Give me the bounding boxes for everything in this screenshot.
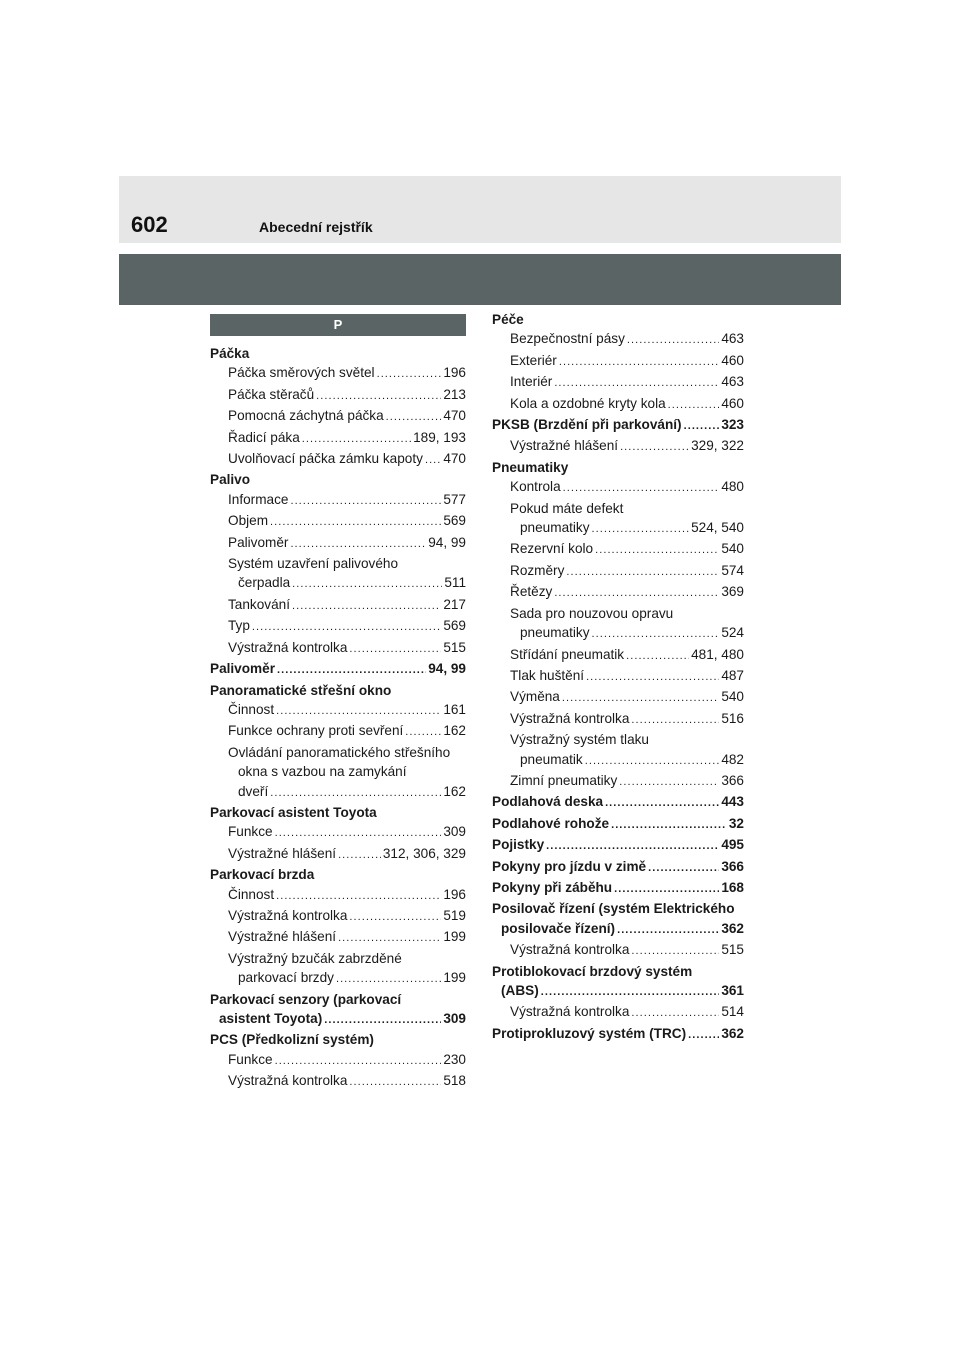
- dot-leader: [595, 539, 719, 560]
- index-subentry: [210, 1050, 466, 1071]
- index-subentry: [492, 394, 744, 415]
- index-subentry: [210, 385, 466, 406]
- entry-text: Protiblokovací brzdový systém: [492, 963, 693, 979]
- page-ref: 463: [721, 331, 744, 347]
- entry-text: Pneumatiky: [492, 459, 569, 475]
- page-ref: 94, 99: [428, 534, 466, 550]
- entry-text: Výstražná kontrolka: [228, 1073, 348, 1089]
- entry-text: Rozměry: [510, 562, 565, 578]
- page-ref: 515: [443, 639, 466, 655]
- index-subentry: [210, 490, 466, 511]
- page-number: 602: [131, 212, 168, 237]
- entry-text: Páčka směrových světel: [228, 365, 375, 381]
- dot-leader: [405, 721, 441, 742]
- header-band: [119, 254, 841, 305]
- page-ref: 312, 306, 329: [382, 845, 466, 861]
- dot-leader: [377, 363, 442, 384]
- page-header: [119, 176, 841, 243]
- index-subentry: [210, 844, 466, 865]
- page-ref: 524, 540: [691, 520, 744, 536]
- entry-text: Rezervní kolo: [510, 541, 594, 557]
- page-ref: 196: [443, 365, 466, 381]
- dot-leader: [252, 616, 441, 637]
- index-entry: [210, 659, 466, 680]
- entry-text: pneumatiky: [520, 625, 590, 641]
- dot-leader: [562, 687, 719, 708]
- index-entry: [492, 792, 744, 813]
- index-subentry: [210, 595, 466, 616]
- index-entry: [492, 814, 744, 835]
- index-subentry: [492, 518, 744, 539]
- page-ref: 482: [721, 751, 744, 767]
- dot-leader: [270, 511, 441, 532]
- dot-leader: [349, 638, 441, 659]
- dot-leader: [338, 927, 441, 948]
- index-subentry: [492, 750, 744, 771]
- index-entry: [210, 681, 466, 700]
- page-ref: 230: [443, 1051, 466, 1067]
- dot-leader: [349, 1071, 441, 1092]
- dot-leader: [592, 518, 690, 539]
- entry-text: Výstražná kontrolka: [228, 639, 348, 655]
- index-subentry: [492, 351, 744, 372]
- page-ref: 511: [444, 575, 466, 591]
- index-subentry: [210, 743, 466, 762]
- dot-leader: [563, 477, 720, 498]
- index-subentry: [492, 561, 744, 582]
- entry-text: Objem: [228, 513, 269, 529]
- dot-leader: [684, 415, 720, 436]
- index-entry: [492, 919, 744, 940]
- index-subentry: [210, 638, 466, 659]
- entry-text: Páčka: [210, 346, 250, 361]
- dot-leader: [668, 394, 720, 415]
- entry-text: Výstražný bzučák zabrzděné: [228, 950, 402, 966]
- dot-leader: [290, 490, 441, 511]
- entry-text: Funkce: [228, 1051, 273, 1067]
- dot-leader: [688, 1024, 719, 1045]
- dot-leader: [270, 782, 441, 803]
- index-subentry: [492, 372, 744, 393]
- dot-leader: [585, 750, 720, 771]
- index-subentry: [210, 885, 466, 906]
- page-ref: 540: [721, 541, 744, 557]
- dot-leader: [277, 659, 426, 680]
- entry-text: asistent Toyota): [219, 1011, 323, 1026]
- index-entry: [492, 899, 744, 918]
- entry-text: Řetězy: [510, 584, 553, 600]
- entry-text: Funkce: [228, 824, 273, 840]
- dot-leader: [316, 385, 441, 406]
- page-ref: 569: [443, 513, 466, 529]
- index-entry: [492, 857, 744, 878]
- entry-text: Výstražná kontrolka: [510, 942, 630, 958]
- page-ref: 480: [721, 479, 744, 495]
- dot-leader: [626, 645, 689, 666]
- entry-text: Posilovač řízení (systém Elektrického: [492, 901, 735, 917]
- page-ref: 524: [721, 625, 744, 641]
- entry-text: Výměna: [510, 689, 560, 705]
- page-ref: 515: [721, 942, 744, 958]
- index-subentry: [492, 477, 744, 498]
- entry-text: parkovací brzdy: [238, 970, 334, 986]
- page-ref: 213: [443, 386, 466, 402]
- dot-leader: [546, 835, 719, 856]
- entry-text: pneumatiky: [520, 520, 590, 536]
- entry-text: dveří: [238, 783, 269, 799]
- index-entry: [492, 415, 744, 436]
- entry-text: čerpadla: [238, 575, 291, 591]
- page-ref: 569: [443, 618, 466, 634]
- index-list-right: [492, 310, 744, 1045]
- index-subentry: [492, 582, 744, 603]
- entry-text: Zimní pneumatiky: [510, 772, 618, 788]
- index-entry: [492, 458, 744, 477]
- page-ref: 161: [443, 701, 466, 717]
- page-ref: 309: [443, 824, 466, 840]
- page-ref: 516: [721, 710, 744, 726]
- dot-leader: [619, 771, 719, 792]
- page-ref: 470: [443, 451, 466, 467]
- index-subentry: [210, 822, 466, 843]
- dot-leader: [302, 428, 411, 449]
- index-subentry: [210, 968, 466, 989]
- index-entry: [492, 835, 744, 856]
- entry-text: Výstražná kontrolka: [510, 710, 630, 726]
- index-subentry: [210, 1071, 466, 1092]
- index-entry: [210, 470, 466, 489]
- dot-leader: [290, 533, 426, 554]
- index-subentry: [210, 906, 466, 927]
- entry-text: Ovládání panoramatického střešního: [228, 744, 451, 760]
- index-entry: [210, 344, 466, 363]
- entry-text: Parkovací brzda: [210, 867, 315, 883]
- index-subentry: [492, 687, 744, 708]
- page-ref: 495: [721, 837, 744, 853]
- entry-text: PCS (Předkolizní systém): [210, 1032, 374, 1048]
- index-subentry: [492, 623, 744, 644]
- page-ref: 460: [721, 395, 744, 411]
- page-ref: 362: [721, 920, 744, 936]
- dot-leader: [631, 709, 719, 730]
- page-ref: 162: [443, 783, 466, 799]
- index-subentry: [492, 666, 744, 687]
- index-subentry: [210, 700, 466, 721]
- entry-text: Výstražné hlášení: [228, 845, 337, 861]
- entry-text: Palivoměr: [210, 661, 275, 677]
- page-ref: 189, 193: [413, 429, 466, 445]
- page-ref: 199: [443, 970, 466, 986]
- dot-leader: [275, 822, 442, 843]
- page-ref: 366: [721, 772, 744, 788]
- index-subentry: [492, 645, 744, 666]
- entry-text: Výstražné hlášení: [228, 929, 337, 945]
- entry-text: Střídání pneumatik: [510, 646, 625, 662]
- index-subentry: [492, 436, 744, 457]
- index-subentry: [210, 949, 466, 968]
- index-subentry: [492, 604, 744, 623]
- page-ref: 463: [721, 374, 744, 390]
- entry-text: posilovače řízení): [501, 920, 616, 936]
- dot-leader: [627, 329, 719, 350]
- entry-text: Výstražný systém tlaku: [510, 732, 649, 748]
- entry-text: PKSB (Brzdění při parkování): [492, 417, 682, 433]
- dot-leader: [275, 1050, 442, 1071]
- page-ref: 362: [721, 1025, 744, 1041]
- entry-text: Výstražná kontrolka: [228, 907, 348, 923]
- index-subentry: [210, 511, 466, 532]
- entry-text: Péče: [492, 312, 524, 327]
- index-subentry: [210, 721, 466, 742]
- page-ref: 32: [728, 815, 744, 831]
- index-subentry: [492, 940, 744, 961]
- index-subentry: [492, 709, 744, 730]
- dot-leader: [336, 968, 441, 989]
- dot-leader: [292, 595, 441, 616]
- page-ref: 577: [443, 491, 466, 507]
- dot-leader: [425, 449, 441, 470]
- entry-text: Palivoměr: [228, 534, 289, 550]
- index-column-right: [492, 310, 744, 1045]
- entry-text: Bezpečnostní pásy: [510, 331, 625, 347]
- entry-text: Kola a ozdobné kryty kola: [510, 395, 666, 411]
- entry-text: Řadicí páka: [228, 429, 300, 445]
- dot-leader: [276, 885, 441, 906]
- index-subentry: [210, 927, 466, 948]
- entry-text: Protiprokluzový systém (TRC): [492, 1025, 687, 1041]
- entry-text: Funkce ochrany proti sevření: [228, 723, 404, 739]
- index-subentry: [492, 329, 744, 350]
- entry-text: Výstražná kontrolka: [510, 1004, 630, 1020]
- entry-text: Podlahové rohože: [492, 815, 610, 831]
- dot-leader: [631, 1002, 719, 1023]
- index-subentry: [210, 573, 466, 594]
- section-letter: P: [210, 314, 466, 336]
- page-ref: 519: [443, 907, 466, 923]
- entry-text: Panoramatické střešní okno: [210, 682, 392, 698]
- dot-leader: [592, 623, 720, 644]
- entry-text: Pojistky: [492, 837, 545, 853]
- entry-text: Činnost: [228, 886, 275, 902]
- page-ref: 94, 99: [428, 661, 466, 677]
- index-subentry: [210, 363, 466, 384]
- index-entry: [210, 1009, 466, 1030]
- index-column-left: [210, 314, 466, 1093]
- index-entry: [492, 310, 744, 329]
- entry-text: Interiér: [510, 374, 553, 390]
- index-list-left: [210, 344, 466, 1093]
- dot-leader: [614, 878, 719, 899]
- entry-text: Tlak huštění: [510, 667, 585, 683]
- entry-text: Kontrola: [510, 479, 561, 495]
- entry-text: Činnost: [228, 701, 275, 717]
- index-subentry: [492, 499, 744, 518]
- dot-leader: [620, 436, 689, 457]
- index-subentry: [210, 762, 466, 781]
- entry-text: Páčka stěračů: [228, 386, 315, 402]
- page-ref: 329, 322: [691, 438, 744, 454]
- entry-text: Typ: [228, 618, 250, 634]
- entry-text: Podlahová deska: [492, 794, 604, 810]
- entry-text: okna s vazbou na zamykání: [238, 764, 407, 780]
- dot-leader: [541, 981, 720, 1002]
- page-ref: 518: [443, 1073, 466, 1089]
- entry-text: Pokyny pro jízdu v zimě: [492, 858, 647, 874]
- dot-leader: [324, 1009, 441, 1030]
- page-ref: 168: [721, 879, 744, 895]
- entry-text: Uvolňovací páčka zámku kapoty: [228, 451, 423, 467]
- page-ref: 460: [721, 352, 744, 368]
- page-ref: 309: [443, 1011, 466, 1026]
- entry-text: pneumatik: [520, 751, 583, 767]
- page-ref: 481, 480: [691, 646, 744, 662]
- entry-text: Pokyny při záběhu: [492, 879, 613, 895]
- page-ref: 199: [443, 929, 466, 945]
- dot-leader: [338, 844, 381, 865]
- dot-leader: [586, 666, 719, 687]
- page-ref: 540: [721, 689, 744, 705]
- page-ref: 366: [721, 858, 744, 874]
- index-subentry: [210, 428, 466, 449]
- entry-text: Výstražné hlášení: [510, 438, 619, 454]
- page-ref: 574: [721, 562, 744, 578]
- entry-text: Pomocná záchytná páčka: [228, 408, 384, 424]
- entry-text: Pokud máte defekt: [510, 500, 624, 516]
- dot-leader: [554, 372, 719, 393]
- page-ref: 470: [443, 408, 466, 424]
- dot-leader: [554, 582, 719, 603]
- page-ref: 514: [721, 1004, 744, 1020]
- page-ref: 369: [721, 584, 744, 600]
- page-ref: 487: [721, 667, 744, 683]
- entry-text: Systém uzavření palivového: [228, 556, 399, 572]
- dot-leader: [605, 792, 719, 813]
- dot-leader: [566, 561, 719, 582]
- dot-leader: [349, 906, 441, 927]
- index-subentry: [492, 730, 744, 749]
- index-subentry: [210, 616, 466, 637]
- dot-leader: [559, 351, 719, 372]
- entry-text: (ABS): [501, 983, 539, 998]
- entry-text: Palivo: [210, 472, 251, 488]
- index-entry: [210, 803, 466, 822]
- index-entry: [492, 962, 744, 981]
- page-title: Abecední rejstřík: [259, 219, 373, 235]
- entry-text: Tankování: [228, 596, 290, 612]
- dot-leader: [648, 857, 719, 878]
- entry-text: Sada pro nouzovou opravu: [510, 605, 674, 621]
- page-ref: 361: [721, 983, 744, 998]
- index-entry: [492, 878, 744, 899]
- index-entry: [210, 990, 466, 1009]
- page-ref: 162: [443, 723, 466, 739]
- page-ref: 323: [721, 417, 744, 433]
- index-subentry: [492, 539, 744, 560]
- index-entry: [492, 1024, 744, 1045]
- dot-leader: [292, 573, 442, 594]
- dot-leader: [611, 814, 727, 835]
- index-subentry: [210, 533, 466, 554]
- page-ref: 443: [721, 794, 744, 810]
- index-entry: [210, 865, 466, 884]
- dot-leader: [276, 700, 441, 721]
- entry-text: Informace: [228, 491, 289, 507]
- dot-leader: [386, 406, 442, 427]
- index-subentry: [210, 449, 466, 470]
- dot-leader: [631, 940, 719, 961]
- index-subentry: [492, 771, 744, 792]
- page-ref: 196: [443, 886, 466, 902]
- index-entry: [492, 981, 744, 1002]
- dot-leader: [617, 919, 719, 940]
- page-ref: 217: [443, 596, 466, 612]
- entry-text: Parkovací senzory (parkovací: [210, 991, 402, 1007]
- index-entry: [210, 1030, 466, 1049]
- entry-text: Parkovací asistent Toyota: [210, 804, 377, 820]
- index-subentry: [210, 782, 466, 803]
- index-subentry: [210, 554, 466, 573]
- index-subentry: [210, 406, 466, 427]
- entry-text: Exteriér: [510, 352, 557, 368]
- index-subentry: [492, 1002, 744, 1023]
